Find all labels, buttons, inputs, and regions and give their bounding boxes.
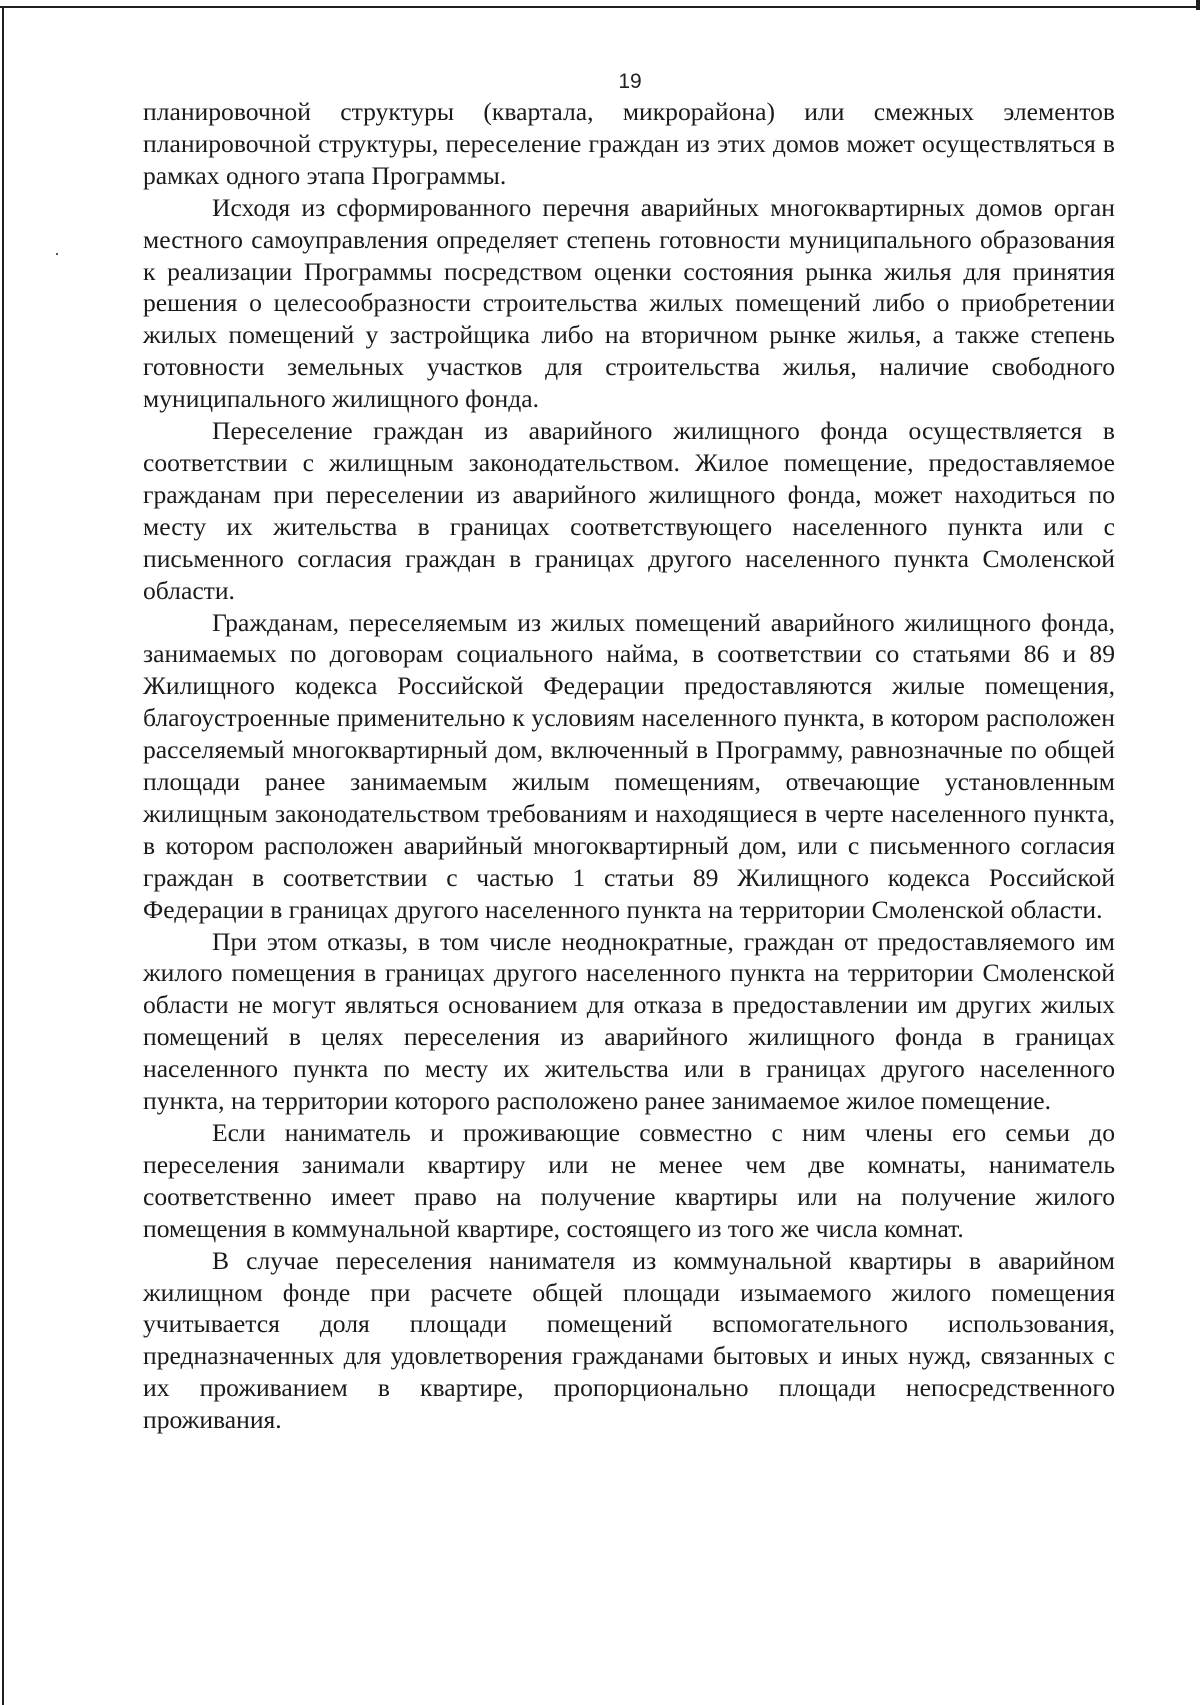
document-body: [143, 96, 1115, 1436]
scan-border-left: [2, 6, 4, 1705]
paragraph-resettlement-location: Переселение граждан из аварийного жилищного фонда осуществляется в соответствии с жилищным законодательством. Жилое помещение, предоставляемое гражданам при переселении из аварийного жилищного фонда, может находиться по месту их жительства в границах соответствующего населенного пункта или с письменного согласия граждан в границах другого населенного пункта Смоленской области.: [143, 416, 1115, 605]
paragraph-apartment-or-rooms: Если наниматель и проживающие совместно с ним члены его семьи до переселения занимали квартиру или не менее чем две комнаты, наниматель соответственно имеет право на получение квартиры или на получение жилого помещения в коммунальной квартире, состоящего из того же числа комнат.: [143, 1118, 1115, 1243]
paragraph-communal-apartment: В случае переселения нанимателя из коммунальной квартиры в аварийном жилищном фонде при расчете общей площади изымаемого жилого помещения учитывается доля площади помещений вспомогательного использования, предназначенных для удовлетворения гражданами бытовых и иных нужд, связанных с их проживанием в квартире, пропорционально площади непосредственного проживания.: [143, 1245, 1115, 1435]
paragraph-readiness-assessment: Исходя из сформированного перечня аварийных многоквартирных домов орган местного самоуправления определяет степень готовности муниципального образования к реализации Программы посредством оценки состояния рынка жилья для принятия решения о целесообразности строительства жилых помещений либо о приобретении жилых помещений у застройщика либо на вторичном рынке жилья, а также степень готовности земельных участков для строительства жилья, наличие свободного муниципального жилищного фонда.: [143, 192, 1115, 414]
scan-border-right: [1196, 0, 1200, 10]
paragraph-refusals: При этом отказы, в том числе неоднократные, граждан от предоставляемого им жилого помещения в границах другого населенного пункта на территории Смоленской области не могут являться основанием для отказа в предоставлении им других жилых помещений в целях переселения из аварийного жилищного фонда в границах населенного пункта по месту их жительства или в границах другого населенного пункта, на территории которого расположено ранее занимаемое жилое помещение.: [143, 926, 1115, 1116]
scan-border-top: [0, 6, 1200, 8]
paragraph-continuation: планировочной структуры (квартала, микрорайона) или смежных элементов планировочной структуры, переселение граждан из этих домов может осуществляться в рамках одного этапа Программы.: [143, 97, 1115, 190]
paragraph-social-rent-housing: Гражданам, переселяемым из жилых помещений аварийного жилищного фонда, занимаемых по договорам социального найма, в соответствии со статьями 86 и 89 Жилищного кодекса Российской Федерации предоставляются жилые помещения, благоустроенные применительно к условиям населенного пункта, в котором расположен расселяемый многоквартирный дом, включенный в Программу, равнозначные по общей площади ранее занимаемым жилым помещениям, отвечающие установленным жилищным законодательством требованиям и находящиеся в черте населенного пункта, в котором расположен аварийный многоквартирный дом, или с письменного согласия граждан в соответствии с частью 1 статьи 89 Жилищного кодекса Российской Федерации в границах другого населенного пункта на территории Смоленской области.: [143, 607, 1115, 924]
scan-speck: [56, 253, 58, 255]
page-number: 19: [618, 70, 642, 93]
